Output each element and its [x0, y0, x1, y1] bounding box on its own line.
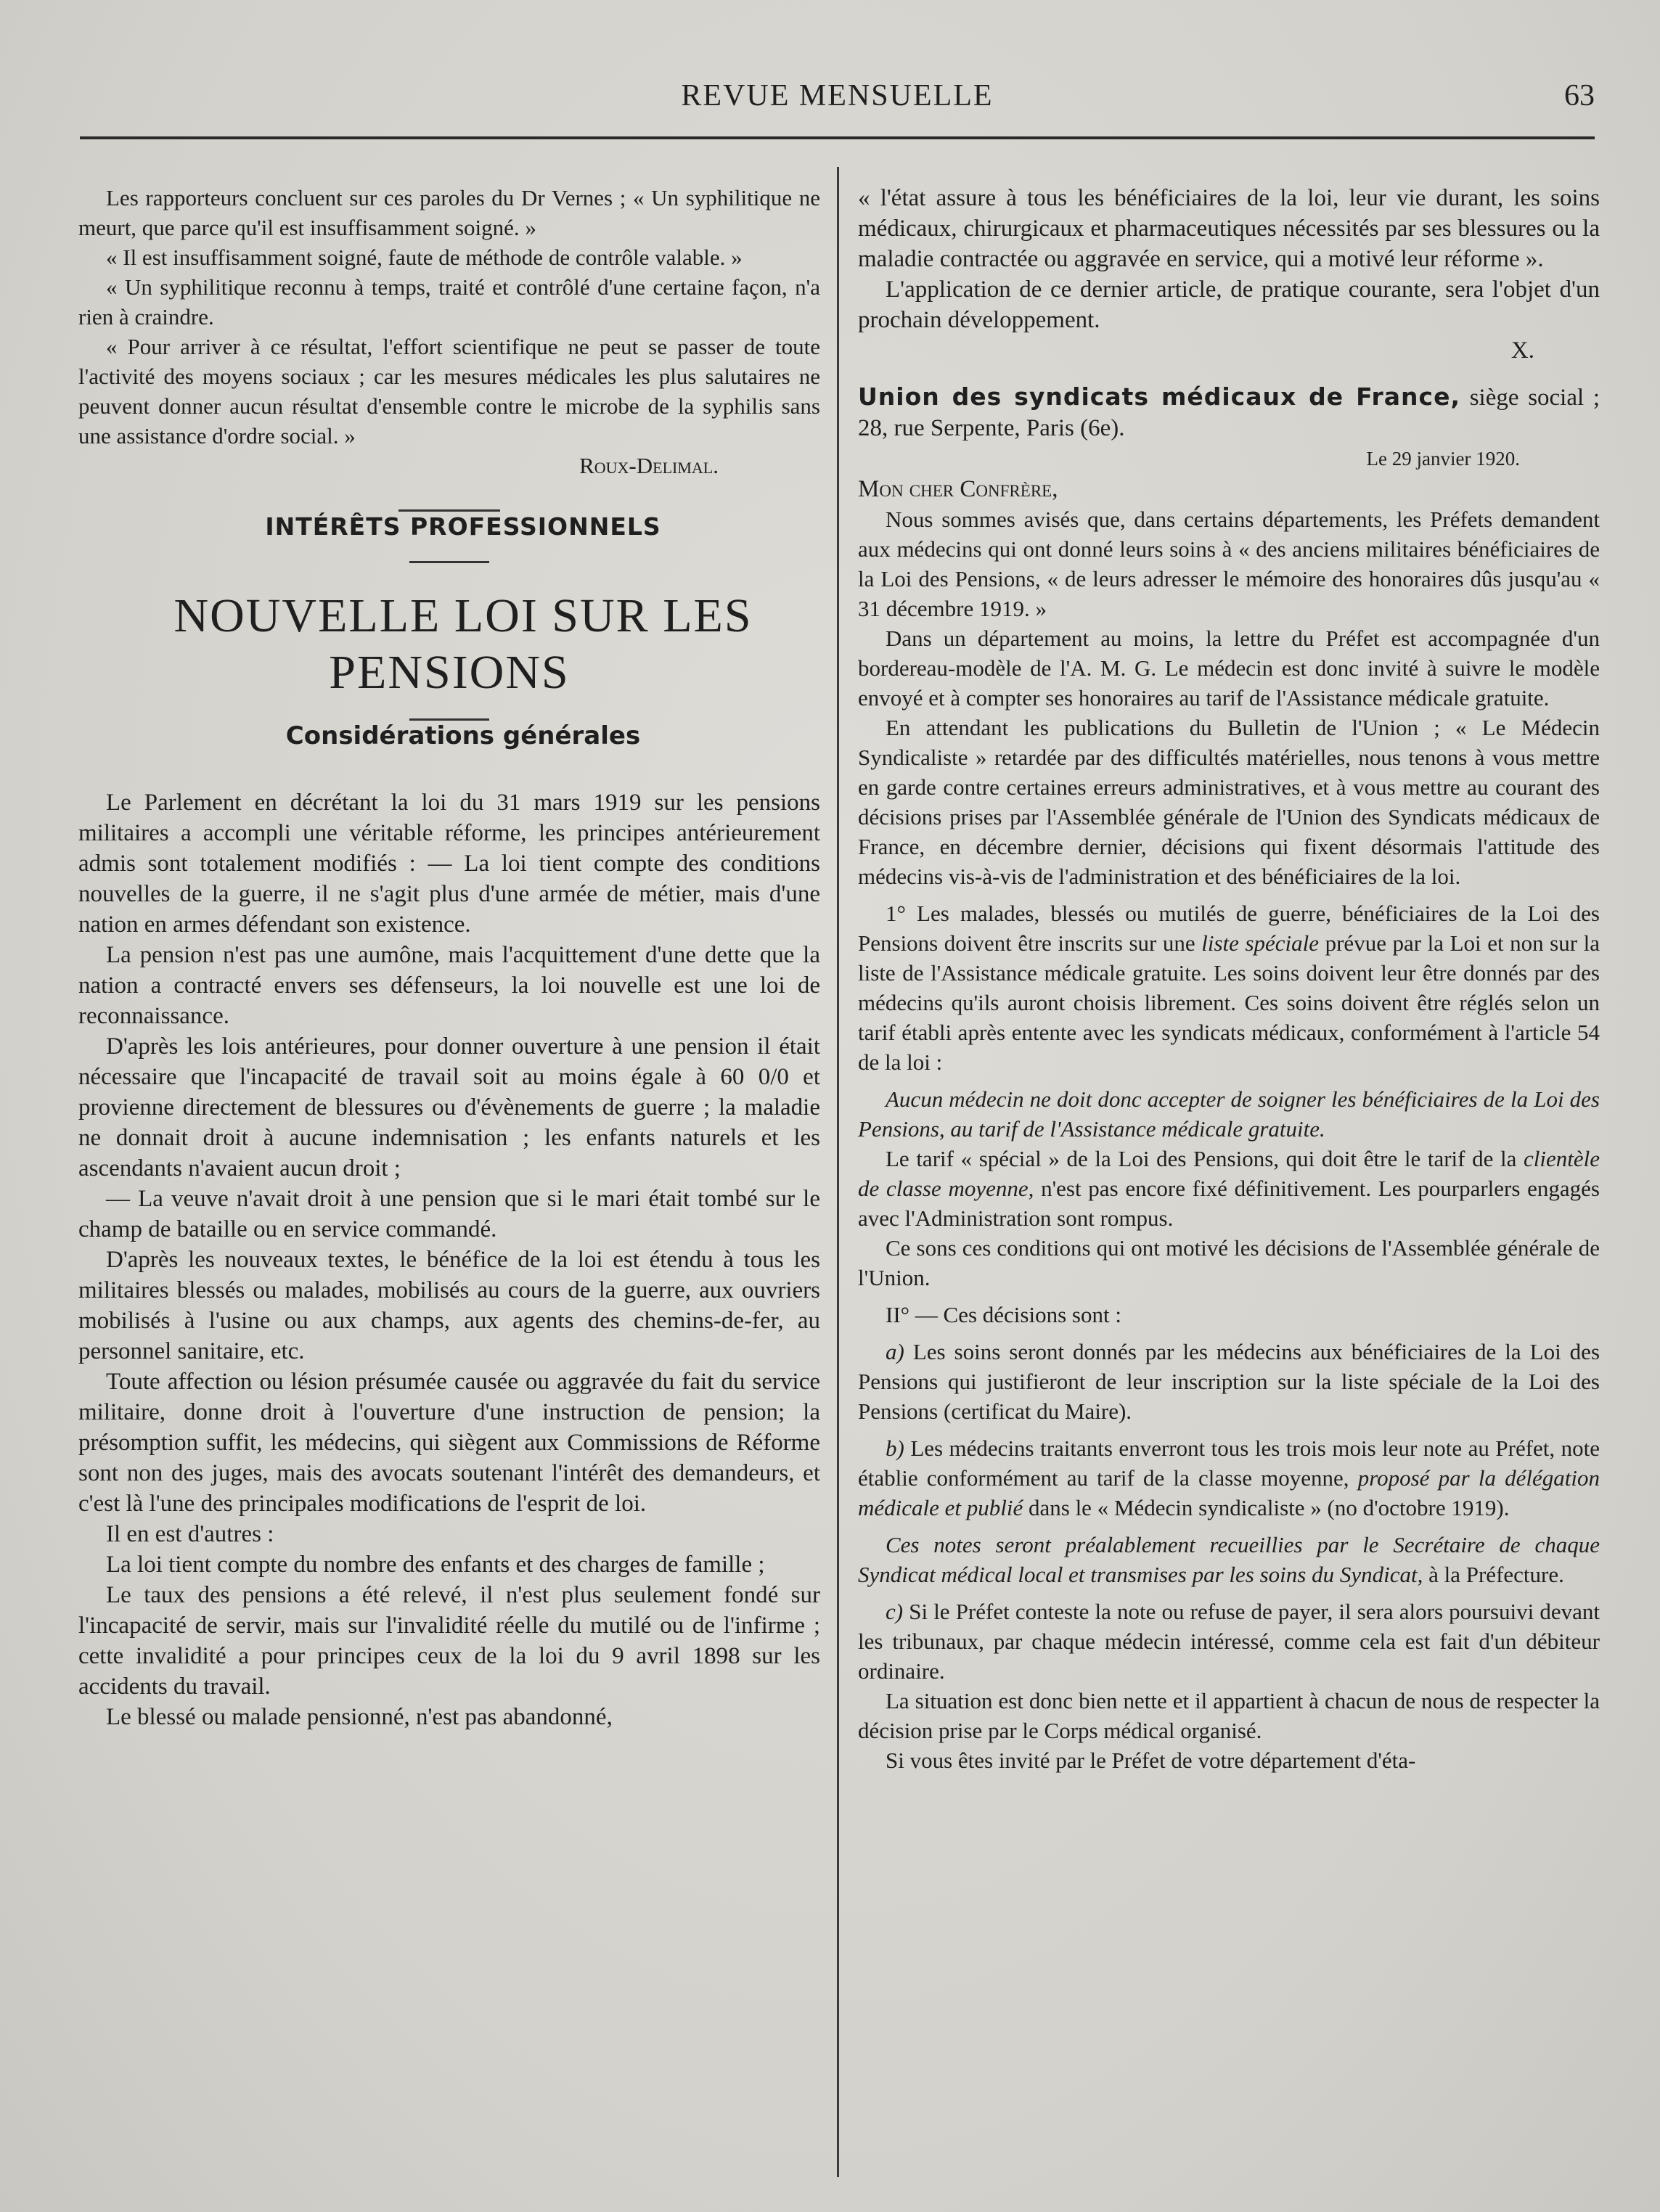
article-subtitle: Considérations générales: [285, 721, 641, 750]
paragraph: « Il est insuffisamment soigné, faute de méthode de contrôle valable. »: [106, 245, 743, 270]
letter-sender: [858, 382, 1600, 443]
page-header: [80, 70, 1595, 128]
text-run: prévue par la Loi et non sur la liste de l'Assistance médicale gratuite. Les soins doivent leur être donnés par des médecins qu'ils auront choisis librement. Ces soins doivent être réglés selon un tarif établi après entente avec les syndicats médicaux, conformément à l'article 54 de la loi :: [858, 930, 1600, 1075]
letter-salutation: Mon cher Confrère,: [858, 476, 1058, 502]
running-title: REVUE MENSUELLE: [681, 79, 994, 112]
list-marker: a): [886, 1339, 904, 1364]
paragraph: En attendant les publications du Bulletin de l'Union ; « Le Médecin Syndicaliste » retardée par des difficultés matérielles, nous tenons à vous mettre en garde contre certaines erreurs administratives, et à vous mettre au courant des décisions prises par l'Assemblée générale de l'Union des Syndicats médicaux de France, en décembre dernier, décisions qui fixent désormais l'attitude des médecins vis-à-vis de l'administration et des bénéficiaires de la loi.: [858, 715, 1600, 889]
text-run: n'est pas encore fixé définitivement. Les pourparlers engagés avec l'Administration sont rompus.: [858, 1176, 1600, 1231]
closing-quotes: [78, 183, 820, 480]
paragraph: Ce sons ces conditions qui ont motivé les décisions de l'Assemblée générale de l'Union.: [858, 1235, 1600, 1290]
list-marker: b): [886, 1435, 904, 1461]
paragraph: D'après les nouveaux textes, le bénéfice de la loi est étendu à tous les militaires blessés ou malades, mobilisés au cours de la guerre, aux ouvriers mobilisés à l'usine ou aux champs, aux agents des chemins-de-fer, au personnel sanitaire, etc.: [78, 1247, 820, 1364]
article-title: NOUVELLE LOI SUR LES PENSIONS: [173, 589, 753, 699]
column-divider: [837, 167, 839, 2177]
emphasis: Ces notes seront préalablement recueillies par le Secrétaire de chaque Syndicat médical local et transmises par les soins du Syndicat,: [858, 1532, 1600, 1587]
paragraph: L'application de ce dernier article, de pratique courante, sera l'objet d'un prochain développement.: [858, 276, 1600, 333]
paragraph: II° — Ces décisions sont :: [886, 1302, 1121, 1327]
text-run: à la Préfecture.: [1428, 1562, 1564, 1587]
sender-name: Union des syndicats médicaux de France,: [858, 382, 1461, 411]
paragraph: Aucun médecin ne doit donc accepter de soigner les bénéficiaires de la Loi des Pensions, au tarif de l'Assistance médicale gratuite.: [858, 1086, 1600, 1142]
emphasis: liste spéciale: [1201, 930, 1320, 956]
paragraph: — La veuve n'avait droit à une pension que si le mari était tombé sur le champ de bataille ou en service commandé.: [78, 1186, 820, 1242]
paragraph: La loi tient compte du nombre des enfants et des charges de famille ;: [106, 1552, 765, 1578]
text-run: Si le Préfet conteste la note ou refuse de payer, il sera alors poursuivi devant les tribunaux, par chaque médecin intéressé, comme cela est fait d'un débiteur ordinaire.: [858, 1599, 1600, 1684]
paragraph: [858, 1337, 1600, 1426]
paragraph: La pension n'est pas une aumône, mais l'acquittement d'une dette que la nation a contracté envers ses défenseurs, la loi nouvelle est une loi de reconnaissance.: [78, 942, 820, 1029]
emphasis: proposé par la délégation médicale et publié: [858, 1465, 1600, 1520]
paragraph: Le taux des pensions a été relevé, il n'est plus seulement fondé sur l'incapacité de servir, mais sur l'invalidité réelle du mutilé ou de l'infirme ; cette invalidité a pour principes ceux de la loi du 9 avril 1898 sur les accidents du travail.: [78, 1582, 820, 1700]
paragraph: « l'état assure à tous les bénéficiaires de la loi, leur vie durant, les soins médicaux, chirurgicaux et pharmaceutiques nécessités par ses blessures ou la maladie contractée ou aggravée en service, qui a motivé leur réforme ».: [858, 185, 1600, 272]
author-initial: X.: [1510, 337, 1534, 364]
emphasis: clientèle de classe moyenne,: [858, 1146, 1600, 1201]
page-number: 63: [1564, 79, 1595, 112]
header-rule: [80, 136, 1595, 139]
paragraph: Toute affection ou lésion présumée causée ou aggravée du fait du service militaire, donne droit à l'ouverture d'une instruction de pension; la présomption suffit, les médecins, qui siègent aux Commissions de Réforme sont non des juges, mais des avocats soutenant l'intérêt des demandeurs, et c'est là l'une des principales modifications de l'esprit de loi.: [78, 1369, 820, 1517]
section-rule: [409, 561, 489, 563]
paragraph: La situation est donc bien nette et il appartient à chacun de nous de respecter la décision prise par le Corps médical organisé.: [858, 1688, 1600, 1743]
sender-address: siège social ; 28, rue Serpente, Paris (6e).: [858, 385, 1600, 441]
section-label: INTÉRÊTS PROFESSIONNELS: [265, 512, 661, 541]
paragraph: Nous sommes avisés que, dans certains départements, les Préfets demandent aux médecins qui ont donné leurs soins à « des anciens militaires bénéficiaires de la Loi des Pensions, « de leurs adresser le mémoire des honoraires dûs jusqu'au « 31 décembre 1919. »: [858, 507, 1600, 621]
letter-date: Le 29 janvier 1920.: [1366, 448, 1520, 470]
paragraph: D'après les lois antérieures, pour donner ouverture à une pension il était nécessaire que l'incapacité de travail soit au moins égale à 60 0/0 et provienne directement de blessures ou d'évènements de guerre ; la maladie ne donnait droit à aucune indemnisation ; les enfants naturels et les ascendants n'avaient aucun droit ;: [78, 1033, 820, 1181]
paragraph: Le Parlement en décrétant la loi du 31 mars 1919 sur les pensions militaires a accompli une véritable réforme, les principes antérieurement admis sont totalement modifiés : — La loi tient compte des conditions nouvelles de la guerre, il ne s'agit plus d'une armée de métier, mais d'une nation en armes défendant son existence.: [78, 790, 820, 938]
paragraph: [858, 1597, 1600, 1686]
text-run: Le tarif « spécial » de la Loi des Pensions, qui doit être le tarif de la: [886, 1146, 1517, 1171]
paragraph: [858, 898, 1600, 1077]
left-column: [78, 183, 820, 1732]
text-run: Les soins seront donnés par les médecins aux bénéficiaires de la Loi des Pensions qui justifieront de leur inscription sur la liste spéciale de la Loi des Pensions (certificat du Maire).: [858, 1339, 1600, 1424]
author-signature: Roux-Delimal.: [579, 453, 719, 478]
paragraph: Si vous êtes invité par le Préfet de votre département d'éta-: [886, 1748, 1416, 1773]
list-marker: c): [886, 1599, 904, 1624]
text-run: Les médecins traitants enverront tous les trois mois leur note au Préfet, note établie conformément au tarif de la classe moyenne,: [858, 1435, 1600, 1491]
paragraph: Il en est d'autres :: [106, 1521, 274, 1547]
paragraph: [858, 1433, 1600, 1523]
paragraph: « Pour arriver à ce résultat, l'effort scientifique ne peut se passer de toute l'activité des moyens sociaux ; car les mesures médicales les plus salutaires ne peuvent donner aucun résultat d'ensemble contre le microbe de la syphilis sans une assistance d'ordre social. »: [78, 334, 820, 448]
paragraph: Les rapporteurs concluent sur ces paroles du Dr Vernes ; « Un syphilitique ne meurt, que parce qu'il est insuffisamment soigné. »: [78, 185, 820, 240]
paragraph: Le blessé ou malade pensionné, n'est pas abandonné,: [106, 1704, 613, 1730]
text-run: 1° Les malades, blessés ou mutilés de guerre, bénéficiaires de la Loi des Pensions doivent être inscrits sur une: [858, 901, 1600, 956]
paragraph: Dans un département au moins, la lettre du Préfet est accompagnée d'un bordereau-modèle de l'A. M. G. Le médecin est donc invité à suivre le modèle envoyé et à compter ses honoraires au tarif de l'Assistance médicale gratuite.: [858, 626, 1600, 710]
right-column: [858, 183, 1600, 1775]
paragraph: [858, 1144, 1600, 1233]
text-run: dans le « Médecin syndicaliste » (no d'octobre 1919).: [1029, 1495, 1510, 1520]
letter-body: [858, 504, 1600, 1775]
paragraph: [858, 1530, 1600, 1589]
paragraph: « Un syphilitique reconnu à temps, traité et contrôlé d'une certaine façon, n'a rien à craindre.: [78, 274, 820, 329]
